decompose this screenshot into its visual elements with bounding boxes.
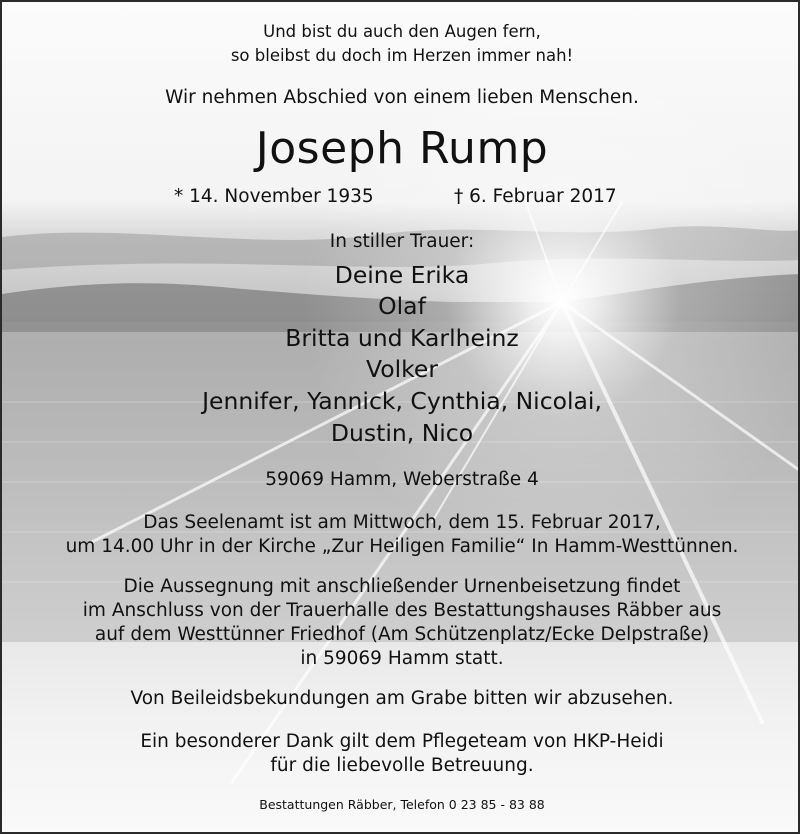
mourner-6: Dustin, Nico [330, 419, 474, 447]
intro-text: Wir nehmen Abschied von einem lieben Menschen. [165, 87, 639, 108]
mourning-label: In stiller Trauer: [329, 231, 475, 252]
condolence-note: Von Beileidsbekundungen am Grabe bitten wir abzusehen. [130, 688, 674, 709]
verse-line-2: so bleibst du doch im Herzen immer nah! [230, 46, 574, 65]
burial-line-3: auf dem Westtünner Friedhof (Am Schützenplatz/Ecke Delpstraße) [94, 624, 710, 645]
requiem-line-1: Das Seelenamt ist am Mittwoch, dem 15. Februar 2017, [143, 512, 661, 533]
requiem-line-2: um 14.00 Uhr in der Kirche „Zur Heiligen Familie“ In Hamm-Westtünnen. [65, 536, 739, 557]
mourner-5: Jennifer, Yannick, Cynthia, Nicolai, [202, 387, 602, 415]
burial-line-1: Die Aussegnung mit anschließender Urnenbeisetzung findet [123, 576, 681, 597]
thanks-line-2: für die liebevolle Betreuung. [270, 755, 534, 776]
address: 59069 Hamm, Weberstraße 4 [265, 469, 539, 490]
mourner-4: Volker [365, 355, 439, 383]
birth-date: * 14. November 1935 [174, 186, 374, 207]
burial-line-2: im Anschluss von der Trauerhalle des Bestattungshauses Räbber aus [82, 600, 722, 621]
thanks-line-1: Ein besonderer Dank gilt dem Pflegeteam von HKP-Heidi [140, 731, 664, 752]
funeral-home-footer: Bestattungen Räbber, Telefon 0 23 85 - 83 88 [259, 797, 545, 812]
verse-line-1: Und bist du auch den Augen fern, [263, 22, 541, 41]
death-date: † 6. Februar 2017 [454, 186, 617, 207]
burial-line-4: in 59069 Hamm statt. [300, 648, 504, 669]
mourner-1: Deine Erika [334, 261, 470, 289]
mourner-2: Olaf [378, 292, 426, 320]
deceased-name: Joseph Rump [255, 123, 549, 174]
mourner-3: Britta und Karlheinz [285, 324, 519, 352]
